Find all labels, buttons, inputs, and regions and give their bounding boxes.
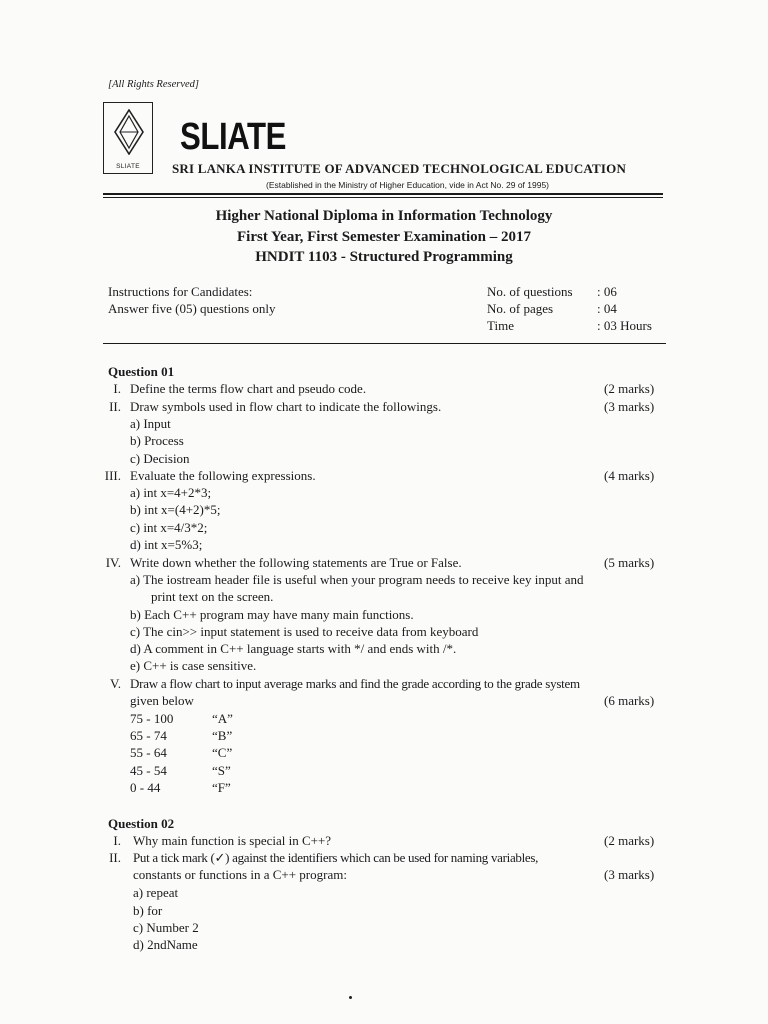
header-rule-top (103, 193, 663, 195)
q2-ii-text: Put a tick mark (✓) against the identifiers which can be used for naming variables, (133, 850, 539, 865)
q2-ii-item-c: c) Number 2 (133, 920, 199, 935)
q1-iii-text: Evaluate the following expressions. (130, 468, 316, 483)
grade-letter-c: “C” (212, 745, 233, 760)
instructions-rule (103, 343, 666, 344)
q1-iv-item-a: a) The iostream header file is useful when your program needs to receive key input and (130, 572, 584, 587)
q1-iv-text: Write down whether the following statements are True or False. (130, 555, 462, 570)
meta-label-time: Time (487, 318, 514, 333)
q1-ii-marks: (3 marks) (604, 399, 655, 414)
q1-iii-marks: (4 marks) (604, 468, 655, 483)
q1-iii-item-a: a) int x=4+2*3; (130, 485, 212, 500)
q1-v-text: Draw a flow chart to input average marks and find the grade according to the grade system (130, 676, 580, 691)
q1-i-text: Define the terms flow chart and pseudo code. (130, 381, 367, 396)
q2-i-number: I. (113, 833, 121, 848)
q1-iii-item-d: d) int x=5%3; (130, 537, 203, 552)
grade-range-s: 45 - 54 (130, 763, 167, 778)
q1-ii-text: Draw symbols used in flow chart to indicate the followings. (130, 399, 442, 414)
meta-label-questions: No. of questions (487, 284, 573, 299)
grade-letter-s: “S” (212, 763, 231, 778)
q1-iv-item-a-cont: print text on the screen. (151, 589, 274, 604)
grade-range-a: 75 - 100 (130, 711, 174, 726)
q1-ii-number: II. (109, 399, 121, 414)
q1-i-marks: (2 marks) (604, 381, 655, 396)
sliate-logo (103, 102, 153, 174)
instructions-text: Answer five (05) questions only (108, 301, 276, 316)
meta-value-time: : 03 Hours (597, 318, 652, 333)
q2-i-text: Why main function is special in C++? (133, 833, 332, 848)
q1-iv-item-d: d) A comment in C++ language starts with */ and ends with /*. (130, 641, 457, 656)
q1-ii-item-a: a) Input (130, 416, 171, 431)
q1-ii-item-c: c) Decision (130, 451, 190, 466)
grade-range-f: 0 - 44 (130, 780, 161, 795)
scan-speck (349, 996, 352, 999)
course-title: HNDIT 1103 - Structured Programming (255, 249, 513, 265)
header-rule-bottom (103, 197, 663, 198)
q2-ii-item-d: d) 2ndName (133, 937, 198, 952)
grade-range-c: 55 - 64 (130, 745, 167, 760)
question-01-heading: Question 01 (108, 364, 175, 379)
q2-ii-marks: (3 marks) (604, 867, 655, 882)
q1-iv-number: IV. (105, 555, 121, 570)
q1-iii-item-b: b) int x=(4+2)*5; (130, 502, 221, 517)
q1-v-text-cont: given below (130, 693, 194, 708)
q1-iv-item-b: b) Each C++ program may have many main functions. (130, 607, 414, 622)
grade-letter-b: “B” (212, 728, 233, 743)
programme-title: Higher National Diploma in Information Technology (215, 208, 553, 224)
institute-name: SRI LANKA INSTITUTE OF ADVANCED TECHNOLOGICAL EDUCATION (172, 161, 627, 176)
q1-v-number: V. (110, 676, 121, 691)
q1-iv-item-e: e) C++ is case sensitive. (130, 658, 257, 673)
q1-v-marks: (6 marks) (604, 693, 655, 708)
instructions-heading: Instructions for Candidates: (108, 284, 253, 299)
diamond-logo-icon (113, 109, 145, 155)
meta-label-pages: No. of pages (487, 301, 554, 316)
meta-value-questions: : 06 (597, 284, 617, 299)
rights-reserved-note: [All Rights Reserved] (108, 79, 199, 90)
grade-letter-f: “F” (212, 780, 231, 795)
grade-letter-a: “A” (212, 711, 233, 726)
q1-iii-item-c: c) int x=4/3*2; (130, 520, 208, 535)
exam-title: First Year, First Semester Examination – 2017 (237, 229, 531, 245)
question-02-heading: Question 02 (108, 816, 175, 831)
grade-range-b: 65 - 74 (130, 728, 167, 743)
q2-i-marks: (2 marks) (604, 833, 655, 848)
q1-ii-item-b: b) Process (130, 433, 184, 448)
establishment-note: (Established in the Ministry of Higher Education, vide in Act No. 29 of 1995) (266, 180, 550, 190)
sliate-wordmark: SLIATE (180, 116, 287, 158)
q2-ii-item-b: b) for (133, 903, 163, 918)
q1-iv-item-c: c) The cin>> input statement is used to receive data from keyboard (130, 624, 479, 639)
meta-value-pages: : 04 (597, 301, 617, 316)
q2-ii-text-cont: constants or functions in a C++ program: (133, 867, 347, 882)
q1-iii-number: III. (104, 468, 121, 483)
q2-ii-number: II. (109, 850, 121, 865)
q1-i-number: I. (113, 381, 121, 396)
q1-iv-marks: (5 marks) (604, 555, 655, 570)
logo-caption: SLIATE (116, 163, 140, 170)
q2-ii-item-a: a) repeat (133, 885, 179, 900)
